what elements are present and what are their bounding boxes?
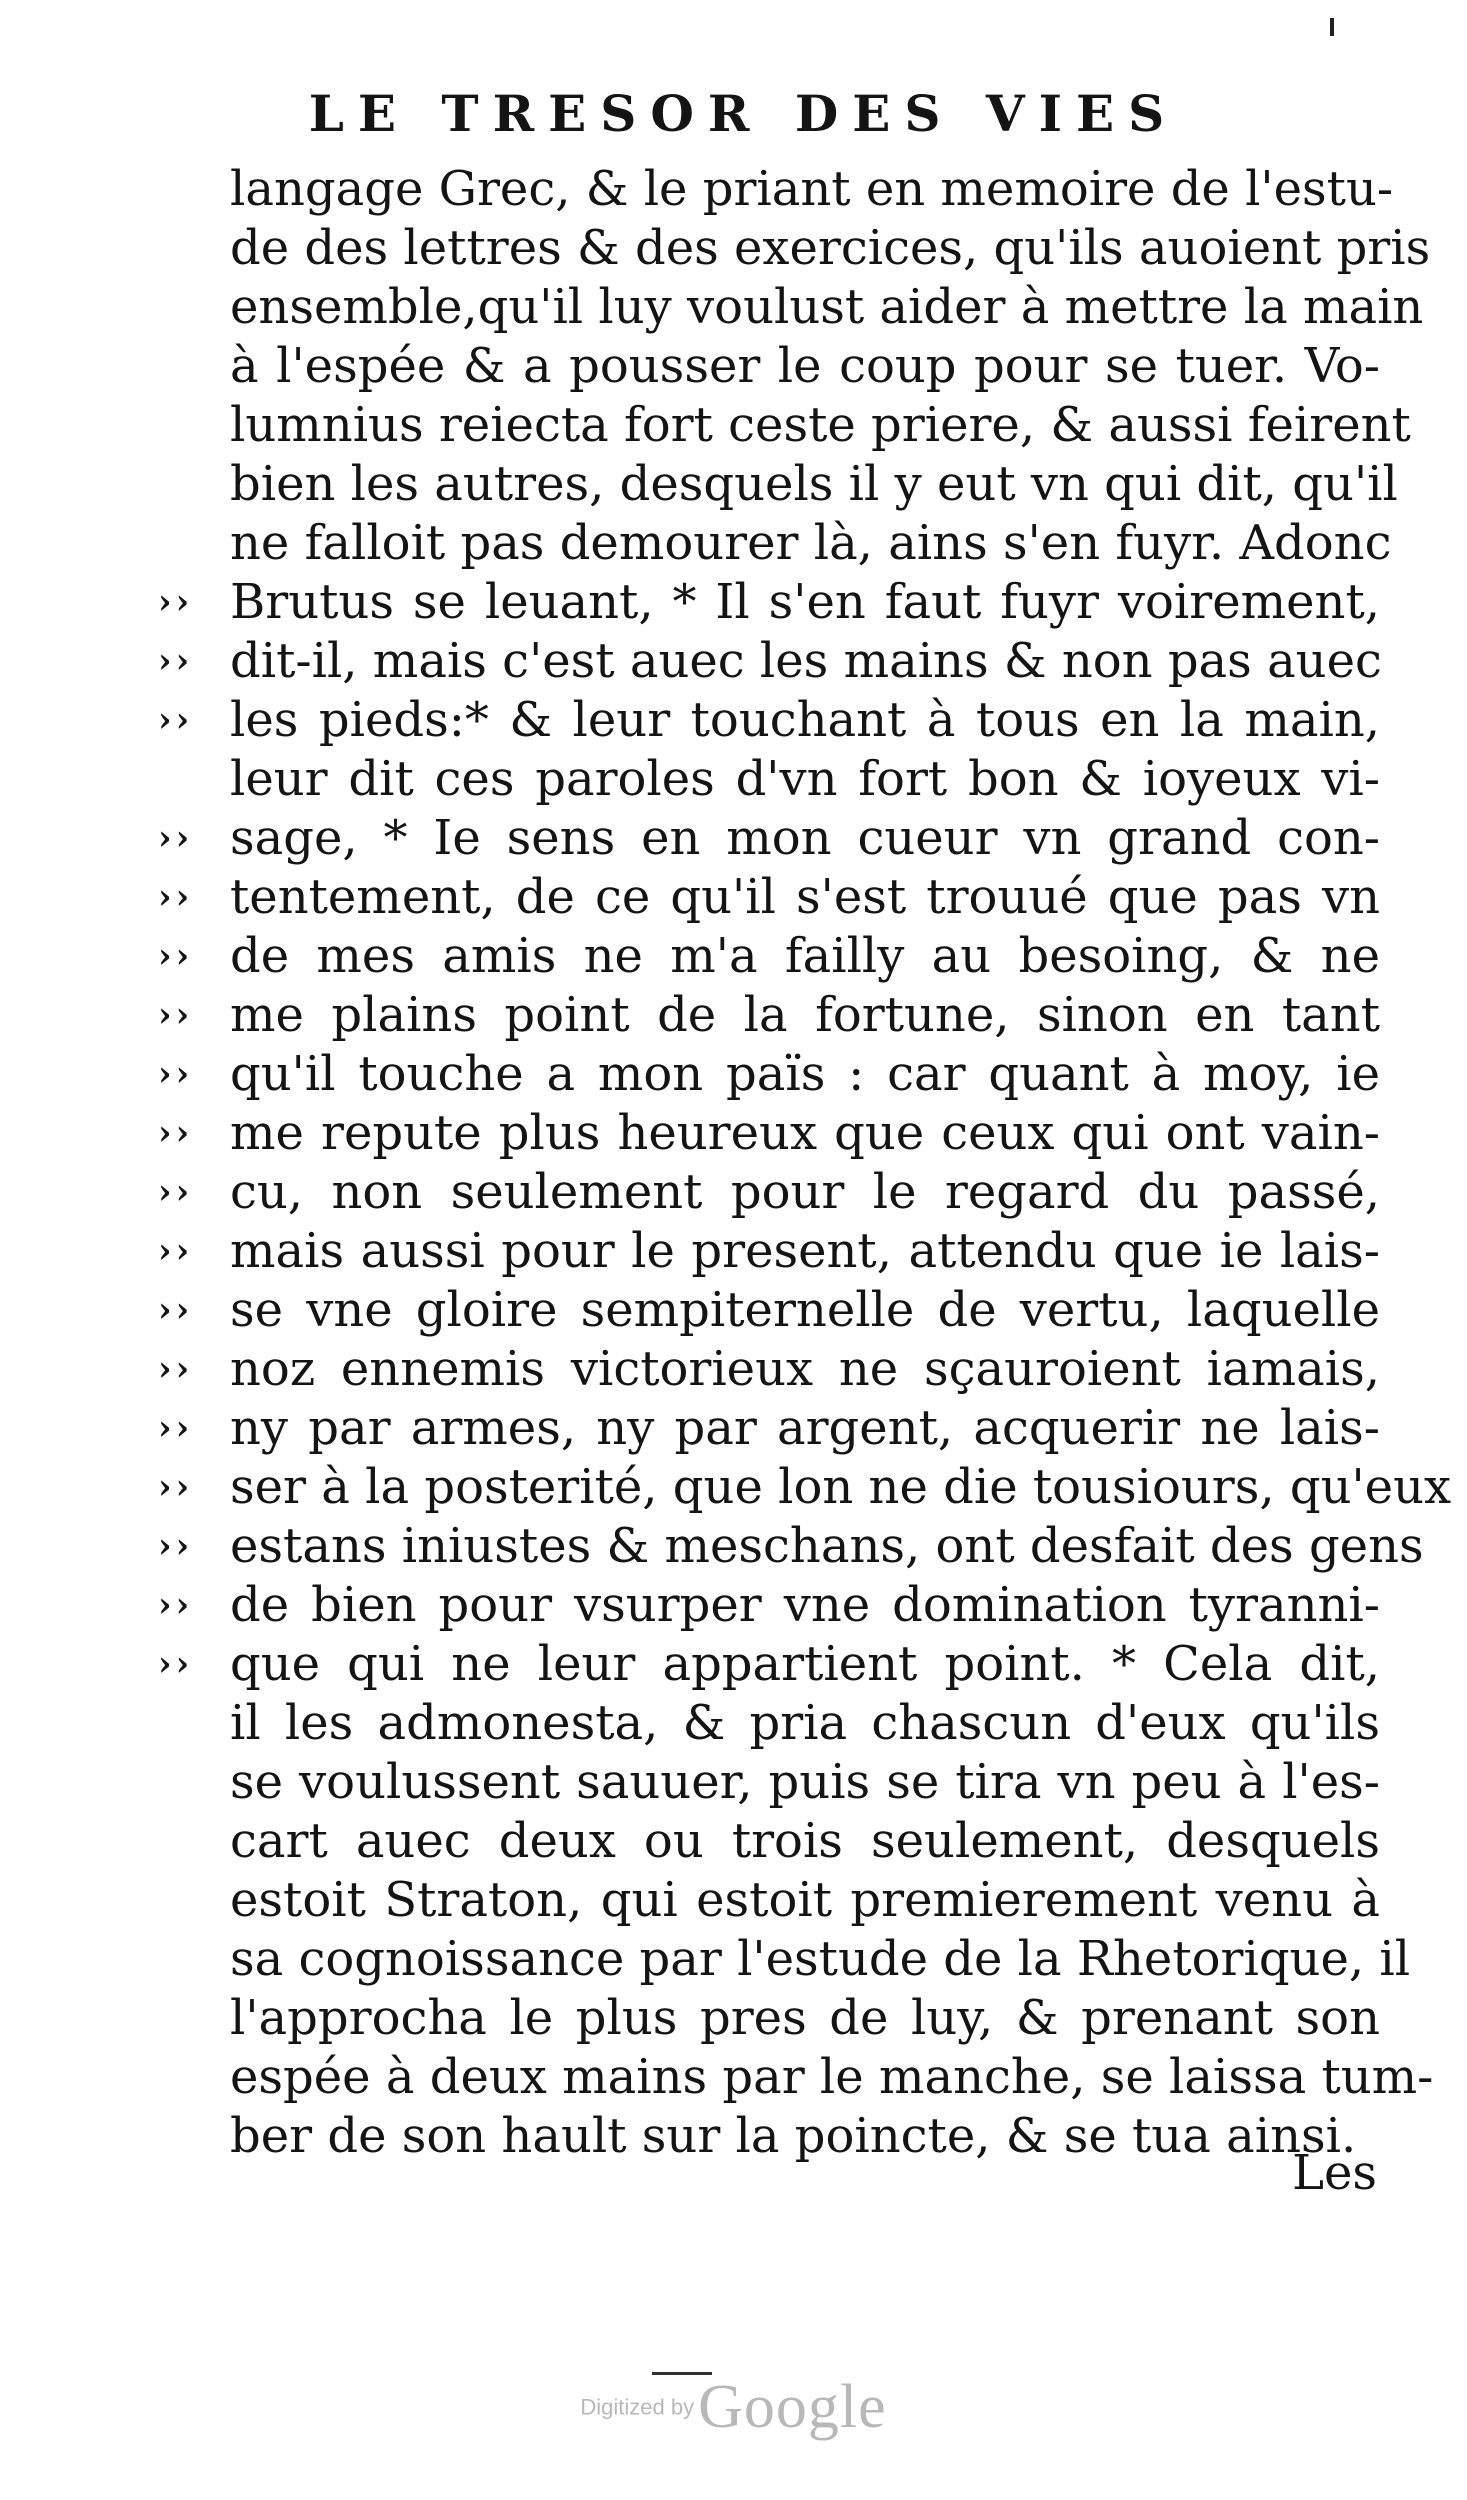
line-text: me plains point de la fortune, sinon en tant xyxy=(230,987,1380,1043)
watermark-prefix: Digitized by xyxy=(580,2394,695,2420)
line-text: estoit Straton, qui estoit premierement venu à xyxy=(230,1872,1380,1928)
text-line xyxy=(158,986,1380,1045)
text-line xyxy=(158,1222,1380,1281)
text-line xyxy=(158,691,1380,750)
watermark-brand: Google xyxy=(698,2373,887,2441)
text-line xyxy=(158,927,1380,986)
quotation-marker: ›› xyxy=(158,1349,194,1389)
digitized-watermark xyxy=(0,2372,1467,2443)
line-text: sage, * Ie sens en mon cueur vn grand con- xyxy=(230,810,1380,866)
line-text: se vne gloire sempiternelle de vertu, laquelle xyxy=(230,1282,1380,1338)
text-line xyxy=(230,337,1380,396)
line-text: lumnius reiecta fort ceste priere, & aussi feirent xyxy=(230,397,1411,453)
quotation-marker: ›› xyxy=(158,995,194,1035)
text-line xyxy=(230,1812,1380,1871)
quotation-marker: ›› xyxy=(158,1644,194,1684)
line-text: Brutus se leuant, * Il s'en faut fuyr voirement, xyxy=(230,574,1380,630)
text-line xyxy=(158,1635,1380,1694)
text-line xyxy=(158,632,1382,691)
text-line xyxy=(230,750,1380,809)
text-line xyxy=(230,278,1424,337)
line-text: de mes amis ne m'a failly au besoing, & ne xyxy=(230,928,1380,984)
text-line xyxy=(230,396,1411,455)
text-line xyxy=(230,514,1392,573)
quotation-marker: ›› xyxy=(158,1526,194,1566)
text-line xyxy=(158,573,1380,632)
line-text: cu, non seulement pour le regard du passé, xyxy=(230,1164,1380,1220)
quotation-marker: ›› xyxy=(158,818,194,858)
line-text: mais aussi pour le present, attendu que ie lais- xyxy=(230,1223,1380,1279)
line-text: espée à deux mains par le manche, se laissa tum- xyxy=(230,2049,1434,2105)
quotation-marker: ›› xyxy=(158,1231,194,1271)
line-text: me repute plus heureux que ceux qui ont vain- xyxy=(230,1105,1380,1161)
text-line xyxy=(230,160,1394,219)
line-text: l'approcha le plus pres de luy, & prenant son xyxy=(230,1990,1380,2046)
line-text: il les admonesta, & pria chascun d'eux qu'ils xyxy=(230,1695,1380,1751)
line-text: se voulussent sauuer, puis se tira vn peu à l'es- xyxy=(230,1754,1380,1810)
line-text: qu'il touche a mon païs : car quant à moy, ie xyxy=(230,1046,1380,1102)
quotation-marker: ›› xyxy=(158,700,194,740)
edge-tick-mark xyxy=(1330,18,1334,36)
line-text: de des lettres & des exercices, qu'ils auoient pris xyxy=(230,220,1431,276)
text-line xyxy=(230,1989,1380,2048)
text-line xyxy=(158,1576,1380,1635)
quotation-marker: ›› xyxy=(158,1467,194,1507)
catchword: Les xyxy=(1292,2145,1377,2201)
body-text xyxy=(158,160,1452,2166)
line-text: dit-il, mais c'est auec les mains & non pas auec xyxy=(230,633,1382,689)
line-text: langage Grec, & le priant en memoire de l'estu- xyxy=(230,161,1394,217)
line-text: ser à la posterité, que lon ne die tousiours, qu'eux xyxy=(230,1459,1452,1515)
quotation-marker: ›› xyxy=(158,877,194,917)
line-text: estans iniustes & meschans, ont desfait des gens xyxy=(230,1518,1424,1574)
text-line xyxy=(158,1104,1380,1163)
quotation-marker: ›› xyxy=(158,1113,194,1153)
text-line xyxy=(230,1930,1411,1989)
text-line xyxy=(158,1045,1380,1104)
quotation-marker: ›› xyxy=(158,582,194,622)
text-line xyxy=(230,2107,1380,2166)
text-line xyxy=(158,809,1380,868)
text-line xyxy=(158,1340,1380,1399)
line-text: ber de son hault sur la poincte, & se tua ainsi. xyxy=(230,2108,1357,2164)
text-line xyxy=(230,1871,1380,1930)
quotation-marker: ›› xyxy=(158,1408,194,1448)
text-line xyxy=(230,1694,1380,1753)
line-text: tentement, de ce qu'il s'est trouué que pas vn xyxy=(230,869,1380,925)
line-text: sa cognoissance par l'estude de la Rhetorique, il xyxy=(230,1931,1411,1987)
text-line xyxy=(158,1399,1380,1458)
text-line xyxy=(230,2048,1434,2107)
text-line xyxy=(158,1458,1452,1517)
line-text: à l'espée & a pousser le coup pour se tuer. Vo- xyxy=(230,338,1380,394)
running-head: LE TRESOR DES VIES xyxy=(308,84,1179,143)
text-line xyxy=(158,1517,1424,1576)
text-line xyxy=(230,455,1398,514)
text-line xyxy=(158,868,1380,927)
quotation-marker: ›› xyxy=(158,1172,194,1212)
line-text: de bien pour vsurper vne domination tyranni- xyxy=(230,1577,1380,1633)
line-text: leur dit ces paroles d'vn fort bon & ioyeux vi- xyxy=(230,751,1380,807)
text-line xyxy=(230,219,1431,278)
quotation-marker: ›› xyxy=(158,936,194,976)
text-line xyxy=(158,1281,1380,1340)
line-text: les pieds:* & leur touchant à tous en la main, xyxy=(230,692,1380,748)
quotation-marker: ›› xyxy=(158,641,194,681)
quotation-marker: ›› xyxy=(158,1585,194,1625)
line-text: cart auec deux ou trois seulement, desquels xyxy=(230,1813,1380,1869)
text-line xyxy=(158,1163,1380,1222)
line-text: bien les autres, desquels il y eut vn qui dit, qu'il xyxy=(230,456,1398,512)
quotation-marker: ›› xyxy=(158,1290,194,1330)
text-line xyxy=(230,1753,1380,1812)
line-text: noz ennemis victorieux ne sçauroient iamais, xyxy=(230,1341,1380,1397)
line-text: ensemble,qu'il luy voulust aider à mettre la main xyxy=(230,279,1424,335)
line-text: que qui ne leur appartient point. * Cela dit, xyxy=(230,1636,1380,1692)
quotation-marker: ›› xyxy=(158,1054,194,1094)
line-text: ne falloit pas demourer là, ains s'en fuyr. Adonc xyxy=(230,515,1392,571)
line-text: ny par armes, ny par argent, acquerir ne lais- xyxy=(230,1400,1380,1456)
